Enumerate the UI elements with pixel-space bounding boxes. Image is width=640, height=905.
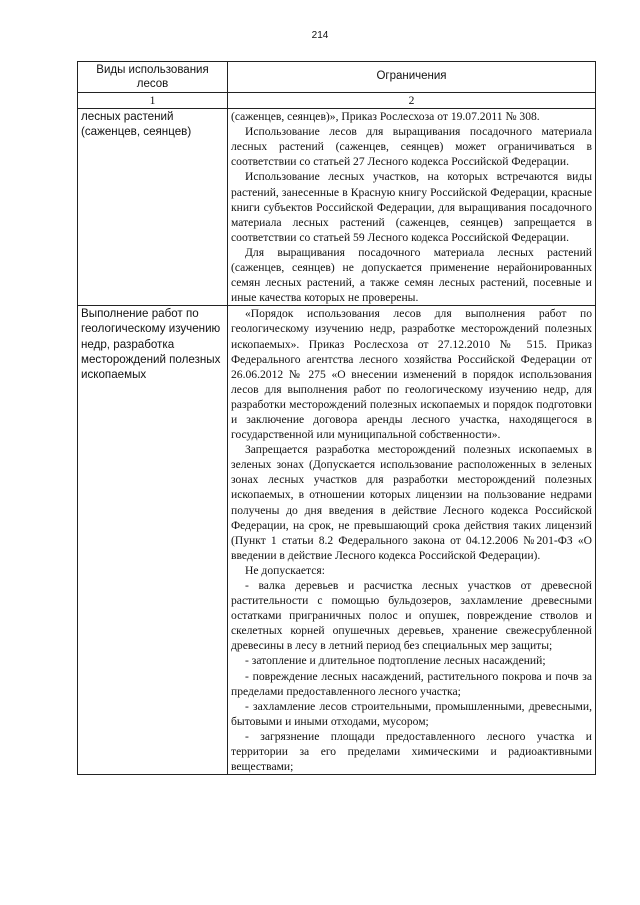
restrictions-cell bbox=[228, 306, 596, 775]
restriction-paragraph: - затопление и длительное подтопление лесных насаждений; bbox=[245, 654, 546, 668]
restrictions-cell bbox=[228, 109, 596, 306]
restriction-paragraph: - захламление лесов строительными, промышленными, древесными, бытовыми и иными отходами, мусором; bbox=[231, 699, 592, 728]
restriction-paragraph: - валка деревьев и расчистка лесных участков от древесной растительности с помощью бульдозеров, захламление древесными остатками приграничных полос и опушек, повреждение стволов и скелетных корней опушечных деревьев, хранение свежесрубленной древесины в лесу в летний период без специальных мер защиты; bbox=[231, 579, 592, 653]
table-row bbox=[78, 109, 596, 306]
table-row bbox=[78, 306, 596, 775]
forest-use-type-cell: Выполнение работ по геологическому изучению недр, разработка месторождений полезных ископаемых bbox=[78, 306, 228, 775]
column-number-2: 2 bbox=[228, 93, 596, 109]
restriction-paragraph: - повреждение лесных насаждений, растительного покрова и почв за пределами предоставленного лесного участка; bbox=[231, 669, 592, 698]
header-restrictions: Ограничения bbox=[228, 62, 596, 93]
restriction-paragraph: Запрещается разработка месторождений полезных ископаемых в зеленых зонах (Допускается использование расположенных в зеленых зонах лесных участков для разработки месторождений полезных ископаемых, в отношении которых лицензии на пользование недрами получены до дня введения в действие Лесного кодекса Российской Федерации, на срок, не превышающий срока действия таких лицензий (Пункт 1 статьи 8.2 Федерального закона от 04.12.2006 №201-ФЗ «О введении в действие Лесного кодекса Российской Федерации). bbox=[231, 443, 592, 562]
restriction-paragraph: «Порядок использования лесов для выполнения работ по геологическому изучению недр, разработке месторождений полезных ископаемых». Приказ Рослесхоза от 27.12.2010 № 515. Приказ Федерального агентства лесного хозяйства Российской Федерации от 26.06.2012 № 275 «О внесении изменений в порядок использования лесов для выполнения работ по геологическому изучению недр, для разработки месторождений полезных ископаемых и порядок подготовки и заключение договора аренды лесного участка, находящегося в государственной или муниципальной собственности». bbox=[231, 307, 592, 442]
restriction-paragraph: Не допускается: bbox=[245, 563, 325, 577]
restriction-paragraph: (саженцев, сеянцев)», Приказ Рослесхоза от 19.07.2011 № 308. bbox=[231, 110, 540, 124]
restriction-paragraph: - загрязнение площади предоставленного лесного участка и территории за его пределами химическими и радиоактивными веществами; bbox=[231, 729, 592, 774]
restriction-paragraph: Для выращивания посадочного материала лесных растений (саженцев, сеянцев) не допускается применение нерайонированных семян лесных растений, а также семян лесных растений, посевные и иные качества которых не проверены. bbox=[231, 245, 592, 305]
column-number-row bbox=[78, 93, 596, 109]
header-forest-use-types: Виды использования лесов bbox=[78, 62, 228, 93]
restriction-paragraph: Использование лесных участков, на которых встречаются виды растений, занесенные в Красную книгу Российской Федерации, красные книги субъектов Российской Федерации, для выращивания посадочного материала лесных растений (саженцев, сеянцев) запрещается в соответствии со статьей 59 Лесного кодекса Российской Федерации. bbox=[231, 170, 592, 244]
restrictions-table bbox=[77, 61, 596, 775]
table-header-row bbox=[78, 62, 596, 93]
column-number-1: 1 bbox=[78, 93, 228, 109]
page-number: 214 bbox=[311, 30, 329, 41]
forest-use-type-cell: лесных растений (саженцев, сеянцев) bbox=[78, 109, 228, 306]
restriction-paragraph: Использование лесов для выращивания посадочного материала лесных растений (саженцев, сеянцев) может ограничиваться в соответствии со статьей 27 Лесного кодекса Российской Федерации. bbox=[231, 125, 592, 169]
